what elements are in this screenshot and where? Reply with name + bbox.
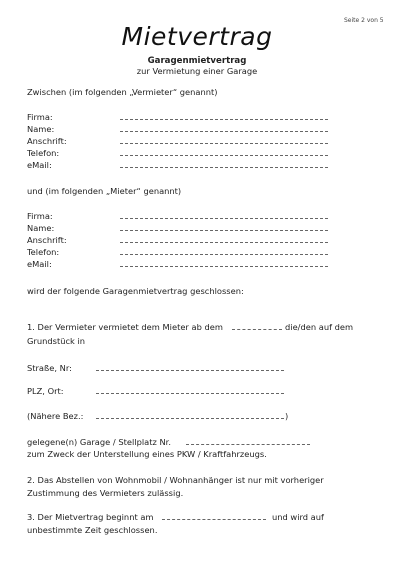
document-subtitle: Garagenmietvertrag [147,56,247,66]
tenant-phone-label: Telefon: [27,247,60,257]
garage-number-line[interactable] [186,444,310,445]
detail-close: ) [285,411,289,421]
landlord-intro: Zwischen (im folgenden „Vermieter“ genannt) [27,87,218,97]
tenant-phone-line[interactable] [120,254,328,255]
clause3-line2: unbestimmte Zeit geschlossen. [27,525,158,535]
detail-line[interactable] [96,418,284,419]
clause2-line1: 2. Das Abstellen von Wohnmobil / Wohnanhänger ist nur mit vorheriger [27,475,324,485]
tenant-address-line[interactable] [120,242,328,243]
tenant-company-line[interactable] [120,218,328,219]
landlord-name-label: Name: [27,124,55,134]
tenant-email-line[interactable] [120,266,328,267]
landlord-address-line[interactable] [120,143,328,144]
landlord-phone-label: Telefon: [27,148,60,158]
document-subtitle-2: zur Vermietung einer Garage [136,66,258,76]
page-number: Seite 2 von 5 [344,17,384,24]
tenant-name-line[interactable] [120,230,328,231]
clause3-line1-start: 3. Der Mietvertrag beginnt am [27,512,154,522]
clause3-line1-end: und wird auf [272,512,324,522]
tenant-email-label: eMail: [27,259,52,269]
landlord-company-label: Firma: [27,112,53,122]
clause1-line2: Grundstück in [27,336,86,346]
start-date-line[interactable] [232,329,282,330]
clause2-line2: Zustimmung des Vermieters zulässig. [27,488,184,498]
street-line[interactable] [96,370,284,371]
tenant-name-label: Name: [27,223,55,233]
contract-concluded-text: wird der folgende Garagenmietvertrag geschlossen: [27,286,244,296]
tenant-company-label: Firma: [27,211,53,221]
document-title: Mietvertrag [121,22,273,51]
tenant-address-label: Anschrift: [27,235,67,245]
landlord-email-line[interactable] [120,167,328,168]
garage-purpose: zum Zweck der Unterstellung eines PKW / Kraftfahrzeugs. [27,449,267,459]
tenant-intro: und (im folgenden „Mieter“ genannt) [27,186,182,196]
street-label: Straße, Nr: [27,363,72,373]
landlord-email-label: eMail: [27,160,52,170]
clause1-line1-start: 1. Der Vermieter vermietet dem Mieter ab dem [27,322,223,332]
zip-city-label: PLZ, Ort: [27,386,64,396]
garage-line-start: gelegene(n) Garage / Stellplatz Nr. [27,437,171,447]
landlord-phone-line[interactable] [120,155,328,156]
landlord-company-line[interactable] [120,119,328,120]
zip-city-line[interactable] [96,393,284,394]
detail-label: (Nähere Bez.: [27,411,84,421]
contract-start-line[interactable] [162,519,266,520]
landlord-name-line[interactable] [120,131,328,132]
landlord-address-label: Anschrift: [27,136,67,146]
clause1-line1-end: die/den auf dem [285,322,354,332]
